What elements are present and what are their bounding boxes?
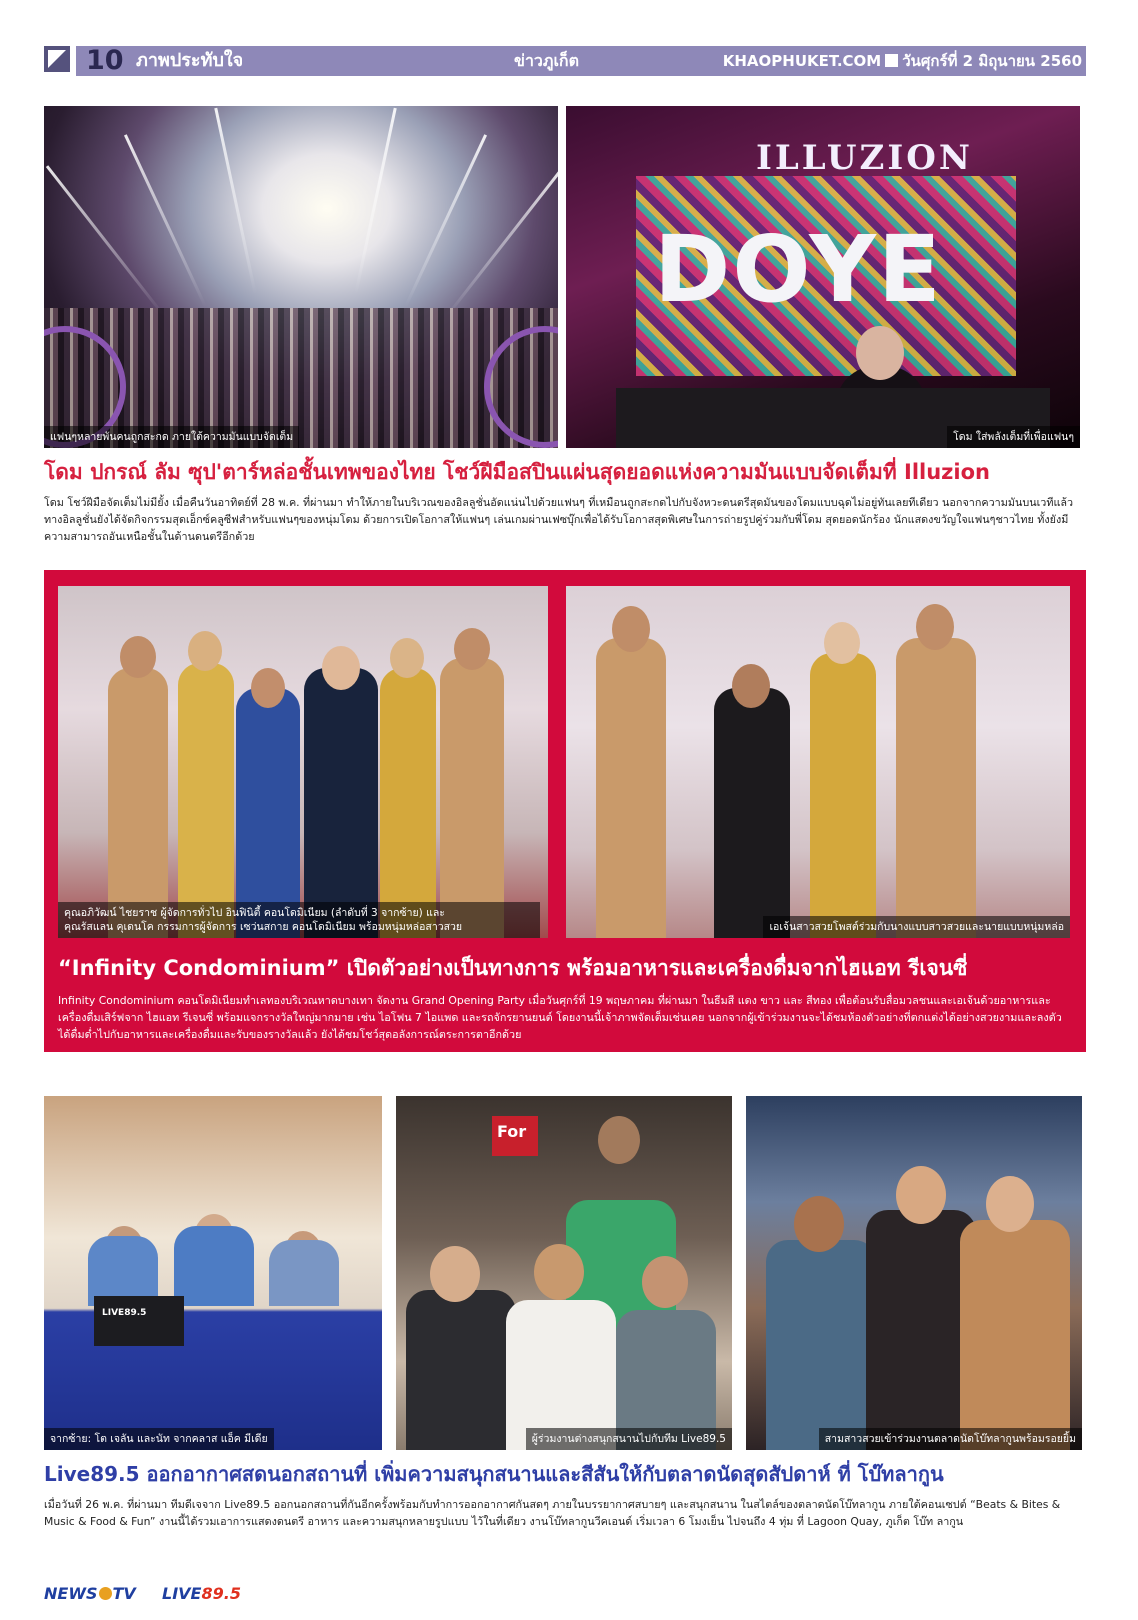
logo-text: NEWS: [44, 1584, 98, 1603]
photo-caption: สามสาวสวยเข้าร่วมงานตลาดนัดโบ๊ทลากูนพร้อมรอยยิ้ม: [819, 1428, 1082, 1450]
photo-caption: โดม ใส่พลังเต็มที่เพื่อแฟนๆ: [947, 426, 1080, 448]
logo-number: 89.5: [201, 1584, 241, 1603]
photo-infinity-models: [566, 586, 1070, 938]
logo-text: LIVE: [162, 1584, 202, 1603]
photo-market-crowd: [396, 1096, 732, 1450]
body-story1: โดม โชว์ฝีมือจัดเต็มไม่มียั้ง เมื่อคืนวันอาทิตย์ที่ 28 พ.ค. ที่ผ่านมา ทำให้ภายในบริเวณของอิลลูชั่นอัดแน่นไปด้วยแฟนๆ ที่เหมือนถูกสะกดไปกับจังหวะดนตรีสุดมันของโดมแบบฉุดไม่อยู่ทันเลยทีเดียว นอกจากความมันบนเวทีแล้ว ทางอิลลูชั่นยังได้จัดกิจกรรมสุดเอ็กซ์คลูซีฟสำหรับแฟนๆของหนุ่มโดม ด้วยการเปิดโอกาสให้แฟนๆ เล่นเกมผ่านเฟซบุ๊กเพื่อได้รับโอกาสสุดพิเศษในการถ่ายรูปคู่ร่วมกับพี่โดม สุดยอดนักร้อง นักแสดงขวัญใจแฟนๆชาวไทย ทั้งยังมีความสามารถอันเหนือชั้นในด้านดนตรีอีกด้วย: [44, 496, 1074, 543]
issue-date: วันศุกร์ที่ 2 มิถุนายน 2560: [902, 52, 1082, 70]
headline-story2: “Infinity Condominium” เปิดตัวอย่างเป็นทางการ พร้อมอาหารและเครื่องดื่มจากไฮแอท รีเจนซี่: [58, 956, 968, 980]
header-site-date: [723, 46, 1082, 76]
caption-line: คุณอภิวัฒน์ ไชยราช ผู้จัดการทั่วไป อินฟินิตี้ คอนโดมิเนียม (ลำดับที่ 3 จากซ้าย) และ: [64, 907, 445, 919]
photo-caption: [58, 902, 540, 938]
photo-three-ladies: [746, 1096, 1082, 1450]
masthead: ข่าวภูเก็ต: [514, 51, 579, 70]
live-radio-logo: [162, 1584, 241, 1603]
laptop-banner: LIVE89.5: [102, 1308, 147, 1318]
photo-caption: ผู้ร่วมงานต่างสนุกสนานไปกับทีม Live89.5: [526, 1428, 732, 1450]
photo-crowd-concert: [44, 106, 558, 448]
news-tv-logo: [44, 1584, 136, 1603]
photo-caption: จากซ้าย: โต เจลัน และนัท จากคลาส แอ็ค มีเดีย: [44, 1428, 274, 1450]
page-number: 10: [86, 45, 124, 76]
section-title: ภาพประทับใจ: [136, 50, 244, 71]
photo-infinity-group: [58, 586, 548, 938]
led-screen-text: DOYE: [654, 216, 943, 323]
headline-story1: โดม ปกรณ์ ลัม ซุป'ตาร์หล่อชั้นเทพของไทย โชว์ฝีมือสปินแผ่นสุดยอดแห่งความมันแบบจัดเต็มที่ Illuzion: [44, 460, 990, 484]
circle-logo-icon: [99, 1587, 112, 1600]
venue-sign: ILLUZION: [756, 138, 973, 178]
sign-text: For: [497, 1122, 527, 1141]
photo-dj-stage: [566, 106, 1080, 448]
headline-story3: Live89.5 ออกอากาศสดนอกสถานที่ เพิ่มความสนุกสนานและสีสันให้กับตลาดนัดสุดสัปดาห์ ที่ โบ๊ทลากูน: [44, 1462, 944, 1486]
photo-radio-booth: [44, 1096, 382, 1450]
photo-caption: แฟนๆหลายพันคนถูกสะกด ภายใต้ความมันแบบจัดเต็ม: [44, 426, 299, 448]
photo-caption: เอเจ้นสาวสวยโพสต์ร่วมกับนางแบบสาวสวยและนายแบบหนุ่มหล่อ: [763, 916, 1070, 938]
body-story3: เมื่อวันที่ 26 พ.ค. ที่ผ่านมา ทีมดีเจจาก Live89.5 ออกนอกสถานที่กันอีกครั้งพร้อมกับทำการออกอากาศกันสดๆ ภายในบรรยากาศสบายๆ และสนุกสนาน ในสไตล์ของตลาดนัดโบ๊ทลากูน ภายใต้คอนเซปต์ “Beats & Bites & Music & Food & Fun” งานนี้ได้รวมเอาการแสดงดนตรี อาหาร และความสนุกหลายรูปแบบ ไว้ในที่เดียว งานโบ๊ทลากูนวีคเอนด์ เริ่มเวลา 6 โมงเย็น ไปจนถึง 4 ทุ่ม ที่ Lagoon Quay, ภูเก็ต โบ๊ท ลากูน: [44, 1498, 1061, 1528]
newspaper-logo-icon: [44, 46, 70, 72]
site-url: KHAOPHUKET.COM: [722, 52, 882, 70]
body-story2: Infinity Condominium คอนโดมิเนียมทำเลทองบริเวณหาดบางเทา จัดงาน Grand Opening Party เมื่อวันศุกร์ที่ 19 พฤษภาคม ที่ผ่านมา ในธีมสี แดง ขาว และ สีทอง เพื่อต้อนรับสื่อมวลชนและเอเจ้นด้วยอาหารและเครื่องดื่มเสิร์ฟจาก ไฮแอท รีเจนซี่ พร้อมแจกรางวัลใหญ่มากมาย เช่น ไอโฟน 7 ไอแพด และรถจักรยานยนต์ โดยงานนี้เจ้าภาพจัดเต็มเช่นเคย นอกจากผู้เข้าร่วมงานจะได้ชมห้องตัวอย่างที่ตกแต่งได้อย่างสวยงามและลงตัว ได้ดื่มด่ำไปกับอาหารและเครื่องดื่มและรับของรางวัลแล้ว ยังได้ชมโชว์สุดอลังการณ์ตระการตาอีกด้วย: [58, 994, 1062, 1041]
caption-line: คุณรัสแลน คุเดนโค กรรมการผู้จัดการ เซว่นสกาย คอนโดมิเนียม พร้อมหนุ่มหล่อสาวสวย: [64, 921, 463, 933]
logo-text: TV: [112, 1584, 136, 1603]
square-bullet-icon: [885, 54, 898, 67]
